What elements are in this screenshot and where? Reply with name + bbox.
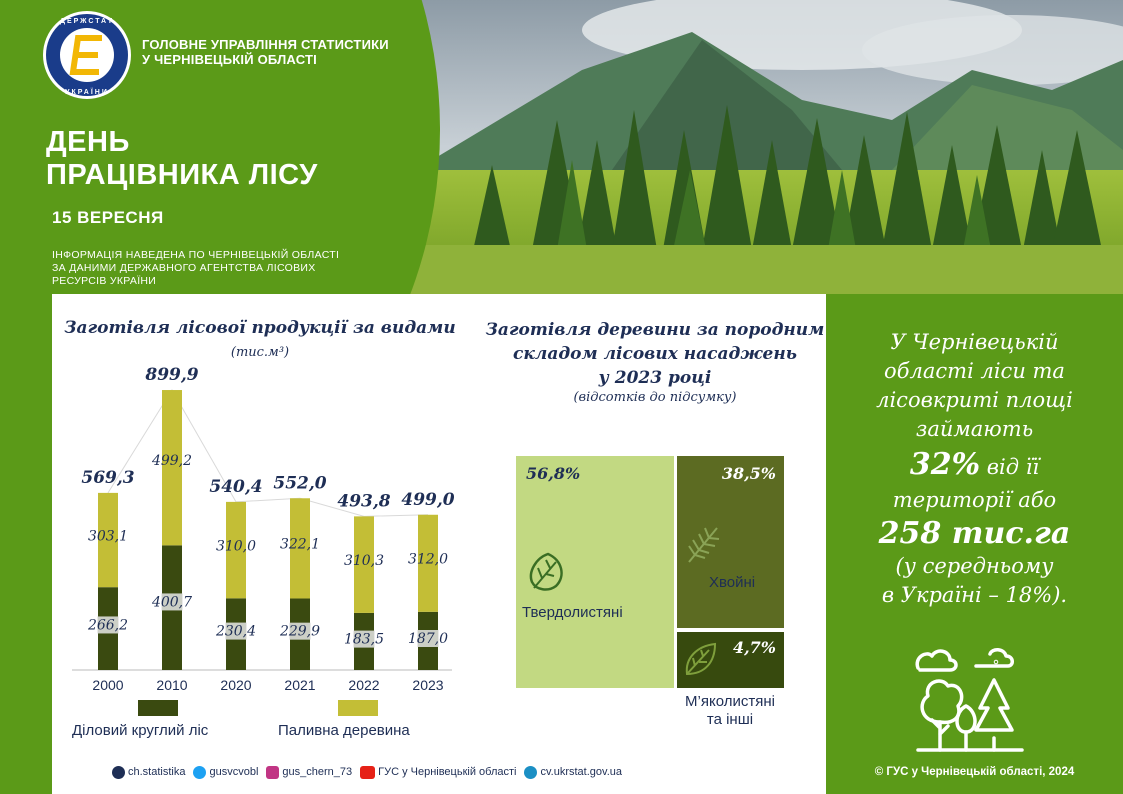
social-text-twitter: gusvcvobl	[209, 766, 259, 778]
title-line-1: ДЕНЬ	[46, 126, 130, 158]
year-label-2010: 2010	[156, 677, 188, 693]
legend-label-fuel-wood: Паливна деревина	[278, 722, 410, 739]
copyright-note: © ГУС у Чернівецькій області, 2024	[874, 766, 1075, 778]
value-label-fuel-2023: 312,0	[407, 551, 449, 568]
treemap-cell-conifers	[677, 456, 784, 628]
instagram-icon	[266, 766, 279, 779]
chart1-unit: (тис.м³)	[230, 345, 290, 360]
social-link-youtube[interactable]	[360, 766, 516, 779]
svg-text:УКРАЇНИ: УКРАЇНИ	[65, 89, 109, 96]
social-text-instagram: gus_chern_73	[282, 766, 353, 778]
coverage-area: 258 тис.га	[878, 516, 1071, 551]
coverage-line-4: займають	[915, 417, 1034, 441]
soft-leaf-icon	[681, 640, 723, 680]
social-text-youtube: ГУС у Чернівецькій області	[378, 766, 517, 778]
treemap-value-softwood-other: 4,7%	[732, 638, 776, 657]
forest-coverage-text	[846, 328, 1103, 610]
year-label-2023: 2023	[412, 677, 444, 693]
year-label-2021: 2021	[284, 677, 316, 693]
coverage-percent-line	[846, 447, 1103, 482]
chart2-title	[470, 318, 840, 390]
softwood-label-line-2: та інші	[706, 711, 754, 728]
value-label-fuel-2000: 303,1	[87, 528, 129, 545]
value-label-industrial-2021: 229,9	[279, 623, 321, 640]
forest-coverage-sidebar	[826, 294, 1123, 794]
source-info	[52, 249, 382, 288]
legend-label-industrial-wood: Діловий круглий ліс	[72, 722, 209, 739]
svg-text:ДЕРЖСТАТ: ДЕРЖСТАТ	[59, 18, 115, 25]
info-line-2: ЗА ДАНИМИ ДЕРЖАВНОГО АГЕНТСТВА ЛІСОВИХ	[52, 262, 316, 274]
value-label-industrial-2020: 230,4	[215, 623, 257, 640]
coverage-line-1: У Чернівецькій	[890, 330, 1059, 354]
social-text-website: cv.ukrstat.gov.ua	[540, 766, 623, 778]
coverage-line-6: території або	[892, 488, 1057, 512]
value-label-fuel-2020: 310,0	[215, 538, 257, 555]
info-line-3: РЕСУРСІВ УКРАЇНИ	[52, 275, 157, 287]
info-line-1: ІНФОРМАЦІЯ НАВЕДЕНА ПО ЧЕРНІВЕЦЬКІЙ ОБЛАСТІ	[52, 249, 340, 261]
treemap-label-hardwood: Твердолистяні	[522, 604, 623, 621]
org-line-1: ГОЛОВНЕ УПРАВЛІННЯ СТАТИСТИКИ	[142, 37, 389, 52]
forest-landscape-photo	[372, 0, 1123, 294]
derzhstat-logo	[42, 10, 132, 100]
year-label-2022: 2022	[348, 677, 380, 693]
title-line-2: ПРАЦІВНИКА ЛІСУ	[46, 159, 318, 191]
chart2-subtitle: (відсотків до підсумку)	[573, 390, 737, 405]
total-label-2021: 552,0	[273, 473, 327, 494]
treemap-label-conifers: Хвойні	[709, 574, 756, 591]
twitter-icon	[193, 766, 206, 779]
value-label-industrial-2022: 183,5	[343, 631, 385, 648]
event-date: 15 ВЕРЕСНЯ	[52, 208, 164, 227]
softwood-label-line-1: М’яколистяні	[685, 693, 775, 710]
conifer-branch-icon	[683, 522, 725, 566]
harvest-by-type-chart	[62, 360, 458, 700]
org-line-2: У ЧЕРНІВЕЦЬКІЙ ОБЛАСТІ	[142, 52, 317, 67]
coverage-line-3: лісовкриті площі	[876, 388, 1073, 412]
social-link-twitter[interactable]	[193, 766, 258, 779]
forest-trees-icon	[910, 646, 1030, 756]
social-text-facebook: ch.statistika	[128, 766, 186, 778]
total-label-2010: 899,9	[145, 365, 199, 386]
year-label-2000: 2000	[92, 677, 124, 693]
left-green-frame	[0, 294, 52, 794]
legend-swatch-industrial-wood	[138, 700, 178, 716]
globe-icon	[524, 766, 537, 779]
treemap-value-hardwood: 56,8%	[526, 464, 581, 483]
social-links	[112, 764, 622, 780]
header-banner	[0, 0, 1123, 294]
value-label-industrial-2000: 266,2	[87, 617, 129, 634]
treemap-cell-softwood-other	[677, 632, 784, 688]
youtube-icon	[360, 766, 375, 779]
treemap-value-conifers: 38,5%	[721, 464, 776, 483]
total-label-2023: 499,0	[401, 489, 455, 510]
coverage-percent: 32%	[909, 447, 981, 482]
value-label-industrial-2010: 400,7	[151, 594, 193, 611]
coverage-line-2: області ліси та	[884, 359, 1065, 383]
year-label-2020: 2020	[220, 677, 252, 693]
chart2-title-line-2: складом лісових насаджень	[513, 344, 797, 364]
page-title	[46, 126, 318, 192]
chart2-title-line-1: Заготівля деревини за породним	[485, 320, 825, 340]
chart1-title: Заготівля лісової продукції за видами	[64, 318, 456, 338]
coverage-line-8: в Україні – 18%).	[881, 583, 1068, 607]
value-label-fuel-2021: 322,1	[279, 536, 321, 553]
legend-swatch-fuel-wood	[338, 700, 378, 716]
chart1-legend	[66, 698, 456, 746]
social-link-website[interactable]	[524, 766, 622, 779]
social-link-instagram[interactable]	[266, 766, 352, 779]
coverage-line-7: (у середньому	[895, 554, 1054, 578]
total-label-2000: 569,3	[81, 467, 135, 488]
treemap-label-softwood-other	[660, 693, 800, 729]
treemap-cell-hardwood	[516, 456, 674, 688]
coverage-line-5: від її	[980, 455, 1040, 479]
value-label-fuel-2010: 499,2	[151, 452, 193, 469]
value-label-industrial-2023: 187,0	[407, 631, 449, 648]
total-label-2020: 540,4	[209, 476, 263, 497]
organization-name	[142, 37, 389, 67]
value-label-fuel-2022: 310,3	[343, 552, 385, 569]
chart2-title-line-3: у 2023 році	[598, 368, 712, 388]
social-link-facebook[interactable]	[112, 766, 185, 779]
deciduous-leaf-icon	[526, 550, 570, 594]
total-label-2022: 493,8	[337, 491, 391, 512]
facebook-icon	[112, 766, 125, 779]
tree-species-treemap	[516, 456, 784, 688]
